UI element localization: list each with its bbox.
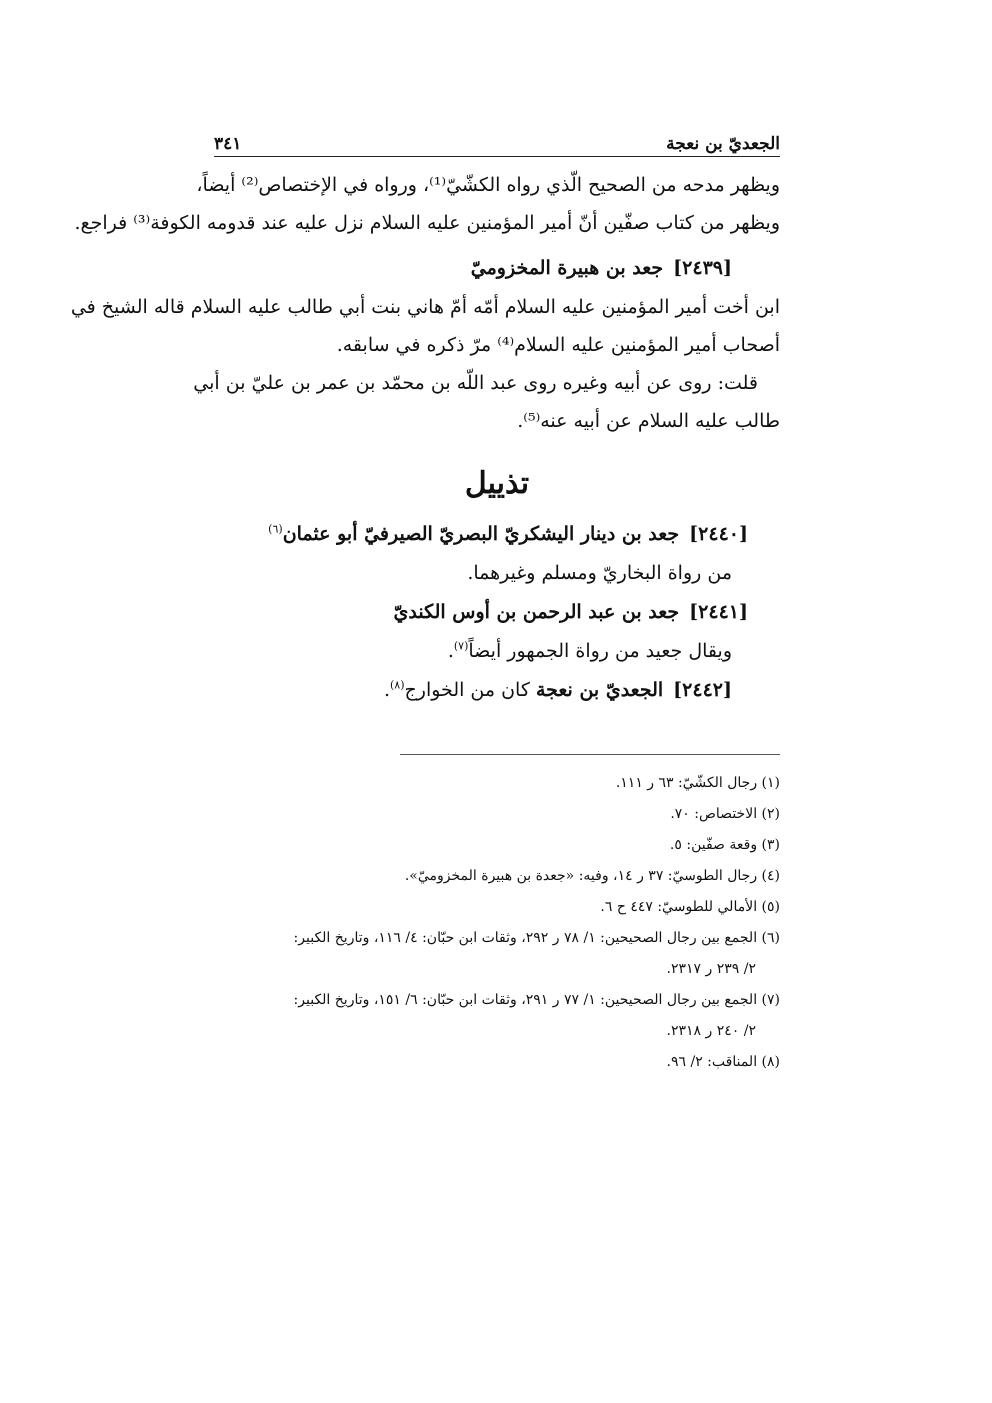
entry-heading-2440 (214, 514, 780, 554)
footnote-ref: (٧) (453, 639, 469, 653)
entry-heading-2439 (214, 248, 780, 288)
footnote: (٨) المناقب: ٢/ ٩٦. (666, 1054, 780, 1070)
paragraph-line: أصحاب أمير المؤمنين عليه السلام⁽⁴⁾ مرّ ذكره في سابقه. (336, 334, 780, 356)
entry-name: الجعديّ بن نعجة (535, 679, 664, 701)
footnote-rule (400, 754, 780, 755)
entry-number: [٢٤٤٠] (689, 523, 748, 545)
paragraph-line: ويظهر مدحه من الصحيح الّذي رواه الكشّيّ⁽¹⁾، ورواه في الإختصاص⁽²⁾ أيضاً، (196, 174, 780, 196)
entry-number: [٢٤٤١] (689, 601, 748, 623)
entry-name: جعد بن هبيرة المخزوميّ (470, 257, 664, 279)
footnote-continuation: ٢/ ٢٤٠ ر ٢٣١٨. (666, 1023, 756, 1039)
footnote: (٧) الجمع بين رجال الصحيحين: ١/ ٧٧ ر ٢٩١، وثقات ابن حبّان: ٦/ ١٥١، وتاريخ الكبير: (293, 992, 780, 1008)
footnotes (214, 768, 780, 1078)
paragraph-line: من رواة البخاريّ ومسلم وغيرهما. (467, 562, 732, 584)
footnote: (٢) الاختصاص: ٧٠. (670, 806, 780, 822)
footnote: (٤) رجال الطوسيّ: ٣٧ ر ١٤، وفيه: «جعدة بن هبيرة المخزوميّ». (404, 868, 780, 884)
footnote-ref: (٨) (390, 678, 405, 692)
entry-number: [٢٤٣٩] (673, 257, 732, 279)
main-text (70, 166, 780, 710)
footnote: (٣) وقعة صفّين: ٥. (669, 837, 780, 853)
header-rule (214, 156, 780, 157)
footnote: (١) رجال الكشّيّ: ٦٣ ر ١١١. (615, 775, 780, 791)
entry-number: [٢٤٤٢] (673, 679, 732, 701)
paragraph-line: طالب عليه السلام عن أبيه عنه⁽⁵⁾. (517, 410, 780, 432)
running-title: الجعديّ بن نعجة (666, 134, 780, 154)
footnote-ref: (٦) (268, 522, 283, 536)
entry-text: كان من الخوارج (404, 679, 536, 701)
entry-text: ويقال جعيد من رواة الجمهور أيضاً (468, 640, 732, 662)
footnote-continuation: ٢/ ٢٣٩ ر ٢٣١٧. (666, 961, 756, 977)
entry-heading-2441 (214, 592, 780, 632)
footnote: (٦) الجمع بين رجال الصحيحين: ١/ ٧٨ ر ٢٩٢، وثقات ابن حبّان: ٤/ ١١٦، وتاريخ الكبير: (293, 930, 780, 946)
footnote: (٥) الأمالي للطوسيّ: ٤٤٧ ح ٦. (600, 899, 780, 915)
entry-heading-2442: [٢٤٤٢]الجعديّ بن نعجة كان من الخوارج$^{(٨)}$. (383, 678, 732, 701)
paragraph-line: ابن أخت أمير المؤمنين عليه السلام أمّه أمّ هاني بنت أبي طالب عليه السلام قاله الشيخ في (70, 296, 780, 318)
section-title: تذييل (464, 466, 530, 501)
page-number: ٣٤١ (214, 134, 242, 154)
entry-name: جعد بن دينار اليشكريّ البصريّ الصيرفيّ أبو عثمان (282, 523, 680, 545)
paragraph-line: قلت: روى عن أبيه وغيره روى عبد اللّه بن محمّد بن عمر بن عليّ بن أبي (193, 372, 758, 394)
page-header (214, 124, 780, 154)
paragraph-line: ويقال جعيد من رواة الجمهور أيضاً$^{(٧)}$. (447, 639, 732, 662)
paragraph-line: ويظهر من كتاب صفّين أنّ أمير المؤمنين عليه السلام نزل عليه عند قدومه الكوفة⁽³⁾ فراجع. (74, 212, 780, 234)
entry-name: جعد بن عبد الرحمن بن أوس الكنديّ (393, 601, 680, 623)
